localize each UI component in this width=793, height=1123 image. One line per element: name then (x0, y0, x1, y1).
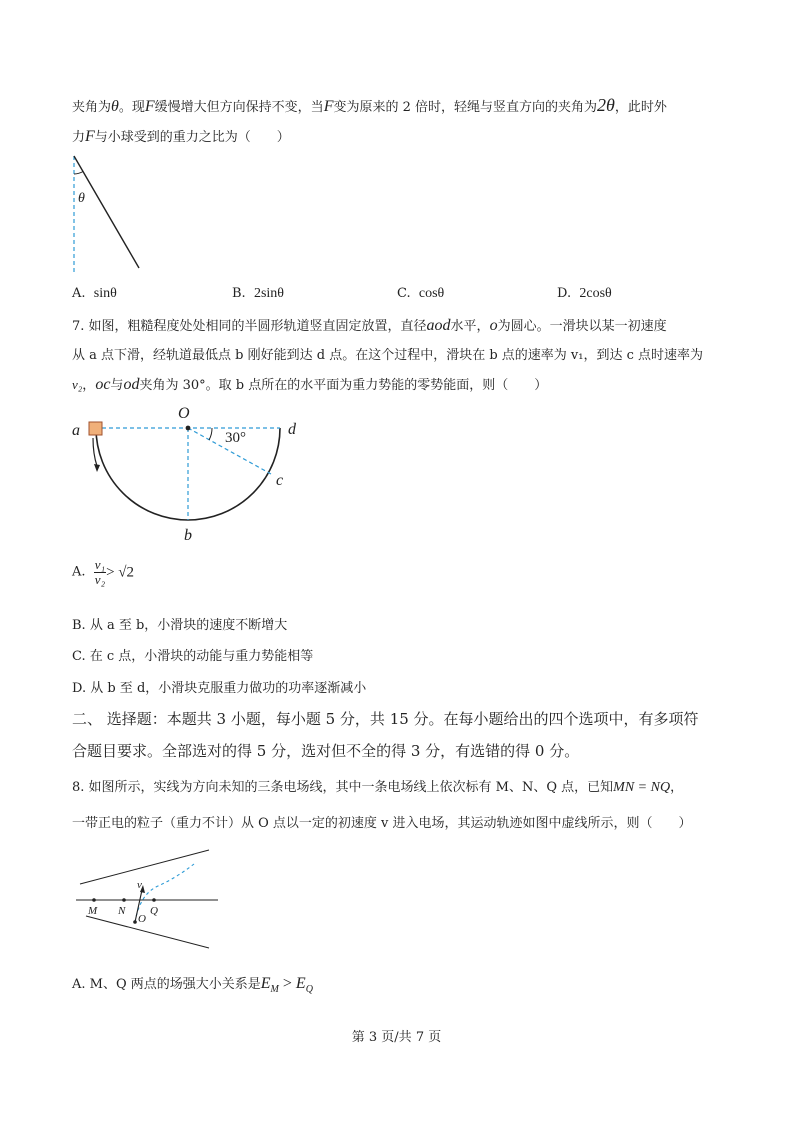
point-M (92, 898, 96, 902)
label-c: c (276, 472, 284, 489)
page-footer: 第 3 页/共 7 页 (351, 1030, 442, 1045)
theta-label: θ (78, 191, 85, 206)
label-O: O (138, 913, 146, 925)
q6-line-2: 力F与小球受到的重力之比为（ ） (72, 128, 290, 145)
two-theta-symbol: 2θ (597, 95, 615, 115)
q7-line-2: 从 a 点下滑，经轨道最低点 b 刚好能到达 d 点。在这个过程中，滑块在 b 点的速率为 v₁，到达 c 点时速率为 (72, 348, 704, 363)
q7-option-d[interactable]: D. 从 b 至 d，小滑块克服重力做功的功率逐渐减小 (72, 681, 367, 696)
point-N (122, 898, 126, 902)
q7-option-a[interactable]: A. $\frac{\text{v₁}}{\text{v₂}}$ > √2 (72, 557, 135, 587)
q6-option-b[interactable]: B. 2sinθ (232, 286, 284, 301)
label-Q: Q (150, 905, 158, 917)
q7-line-3: v₂，oc与od夹角为 30°。取 b 点所在的水平面为重力势能的零势能面，则（ ） (72, 376, 548, 393)
arrow-head (94, 464, 100, 472)
field-line-lower (86, 916, 209, 948)
label-30deg: 30° (225, 430, 246, 446)
label-d: d (288, 421, 296, 438)
label-b: b (184, 527, 192, 544)
center-dot (186, 426, 191, 431)
label-N: N (118, 905, 126, 917)
q8-line-1: 8. 如图所示，实线为方向未知的三条电场线，其中一条电场线上依次标有 M、N、Q 点，已知MN = NQ， (72, 780, 684, 795)
rope-line (74, 156, 139, 268)
q6-option-a[interactable]: A. sinθ (72, 286, 117, 301)
section-2-line-1: 二、 选择题：本题共 3 小题，每小题 5 分，共 15 分。在每小题给出的四个选项中，有多项符 (72, 710, 699, 728)
q8-figure (66, 844, 226, 954)
label-a: a (72, 422, 80, 439)
q7-option-c[interactable]: C. 在 c 点，小滑块的动能与重力势能相等 (72, 649, 314, 664)
q8-option-a[interactable]: A. M、Q 两点的场强大小关系是$E_M > E_Q$ (72, 975, 313, 996)
q8-line-2: 一带正电的粒子（重力不计）从 O 点以一定的初速度 v 进入电场，其运动轨迹如图中虚线所示，则（ ） (72, 816, 692, 831)
field-line-upper (80, 850, 209, 884)
label-M: M (88, 905, 98, 917)
label-v: v (137, 879, 142, 891)
q6-option-c[interactable]: C. cosθ (397, 286, 445, 301)
q6-figure (66, 150, 156, 275)
section-2-line-2: 合题目要求。全部选对的得 5 分，选对但不全的得 3 分，有选错的得 0 分。 (72, 742, 580, 760)
q7-line-1: 7. 如图，粗糙程度处处相同的半圆形轨道竖直固定放置，直径aod水平，o为圆心。一滑块以某一初速度 (72, 317, 667, 334)
label-O: O (178, 405, 190, 422)
v1-over-v2-fraction: $\frac{\text{v₁}}{\text{v₂}}$ (94, 557, 106, 587)
q7-option-b[interactable]: B. 从 a 至 b，小滑块的速度不断增大 (72, 618, 288, 633)
point-O (133, 920, 137, 924)
angle-arc-30 (209, 428, 212, 440)
q6-option-d[interactable]: D. 2cosθ (557, 286, 612, 301)
slider-block (89, 422, 102, 435)
e-m-gt-e-q: $E_M > E_Q$ (260, 975, 313, 996)
angle-arc (74, 172, 83, 175)
q7-figure (66, 398, 316, 548)
theta-symbol: θ (111, 98, 119, 115)
q6-line-1: 夹角为θ。现F缓慢增大但方向保持不变，当F变为原来的 2 倍时，轻绳与竖直方向的夹角为2θ，此时外 (72, 95, 667, 115)
point-Q (152, 898, 156, 902)
